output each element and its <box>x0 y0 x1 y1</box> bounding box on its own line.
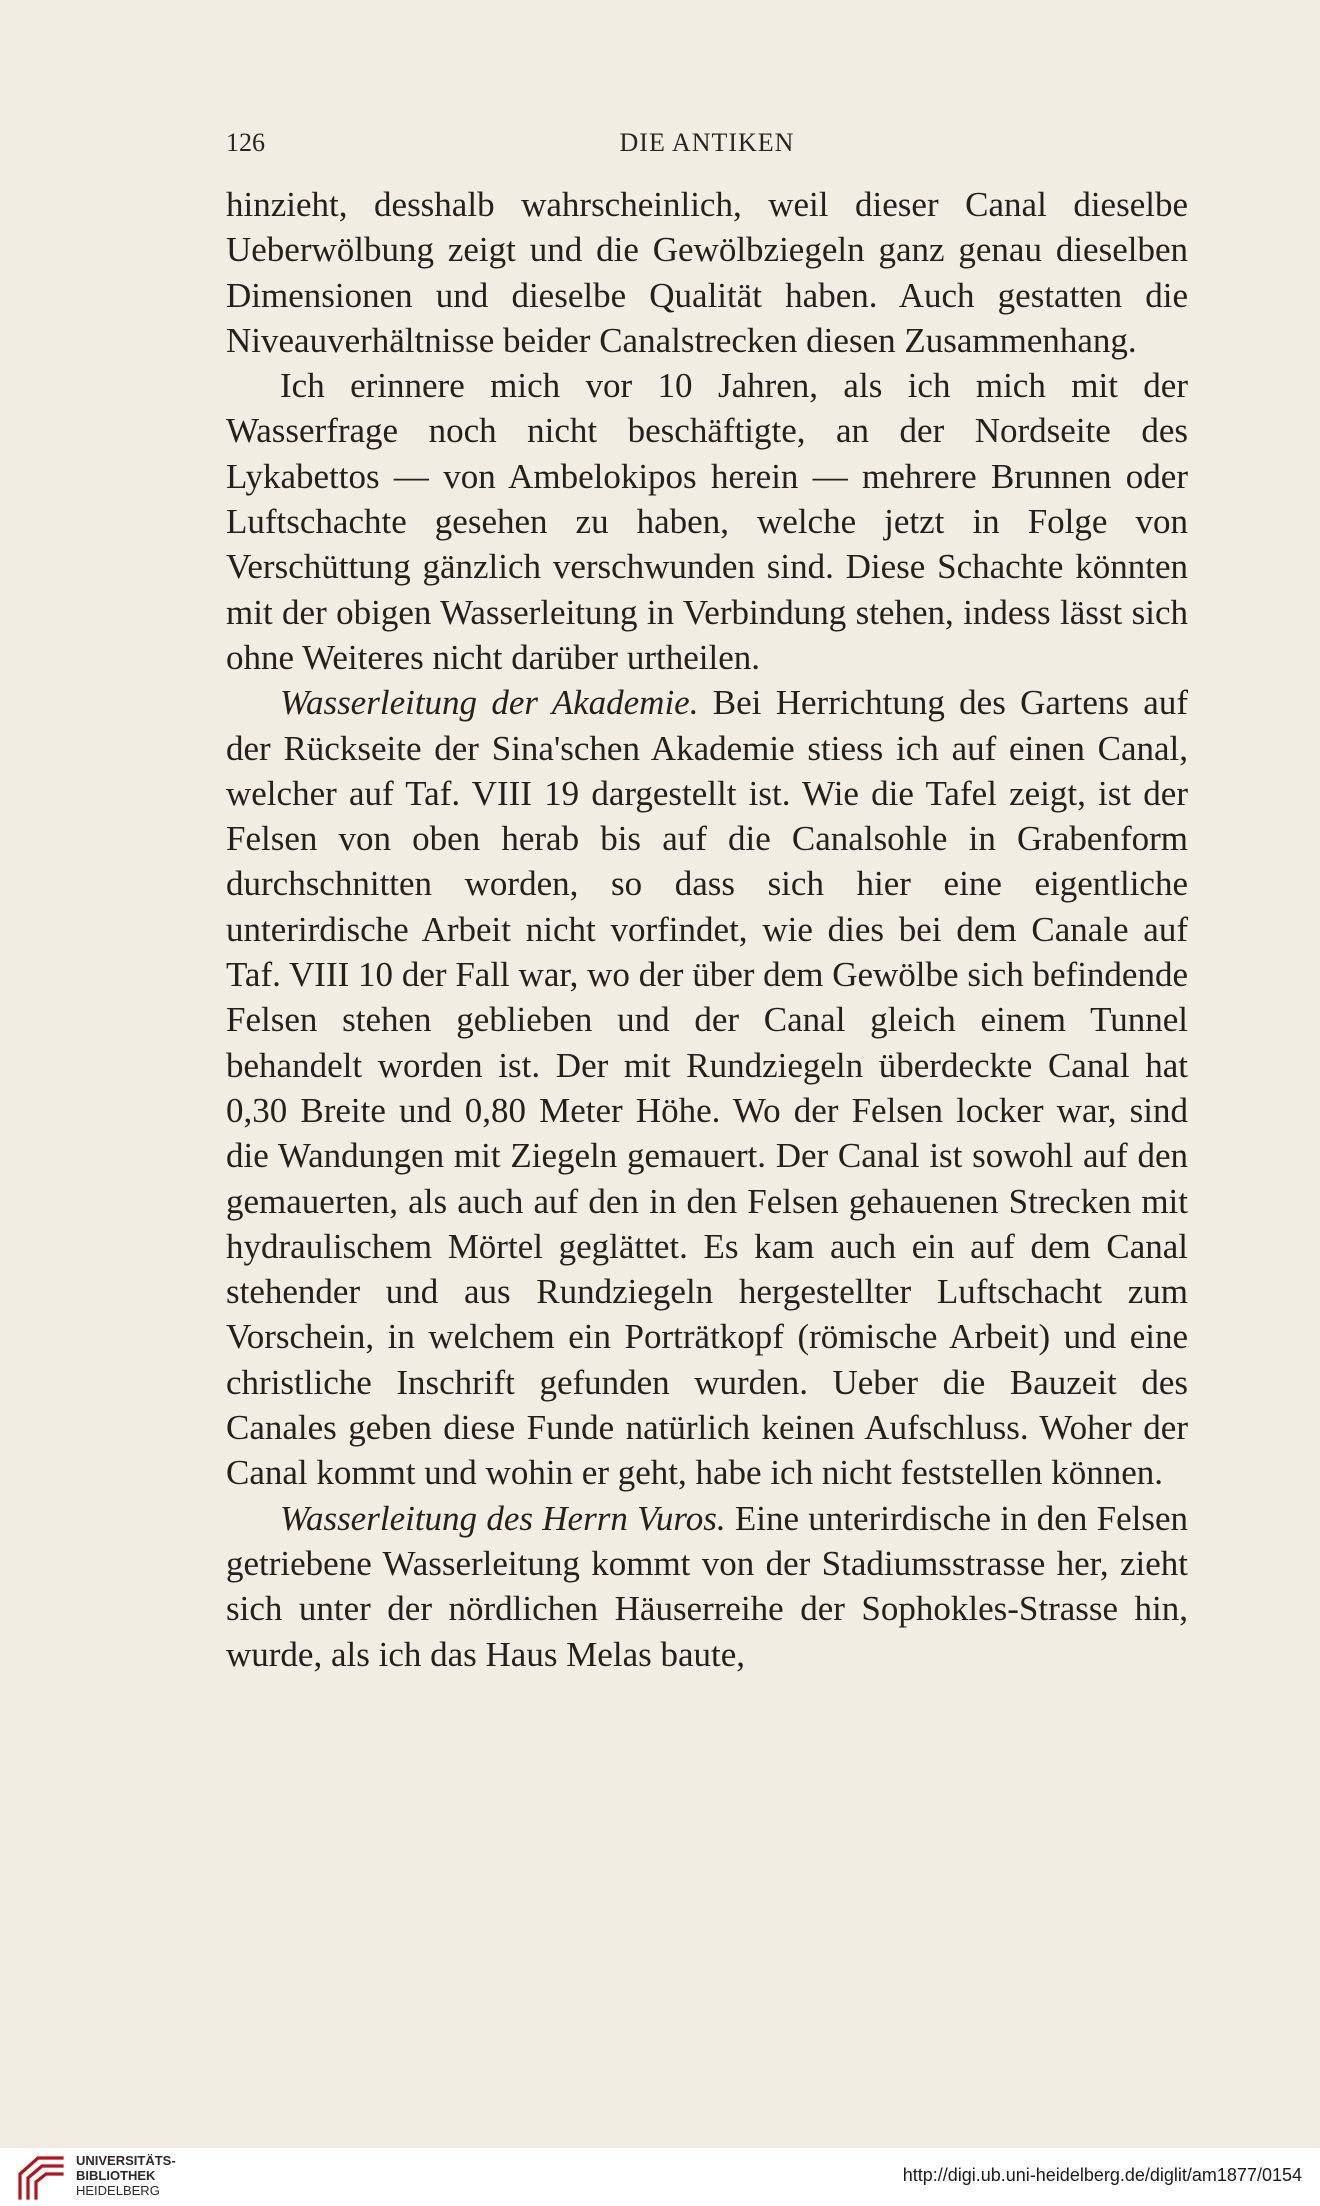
paragraph <box>226 680 1188 1495</box>
paragraph <box>226 363 1188 680</box>
library-name-line: BIBLIOTHEK <box>76 2168 156 2183</box>
source-url-link[interactable]: http://digi.ub.uni-heidelberg.de/diglit/am1877/0154 <box>902 2165 1302 2185</box>
body-text <box>226 182 1188 1677</box>
paragraph <box>226 182 1188 363</box>
paragraph-text: Bei Herrichtung des Gartens auf der Rückseite der Sina'schen Akademie stiess ich auf einen Canal, welcher auf Taf. VIII 19 dargestellt ist. Wie die Tafel zeigt, ist der Felsen von oben herab bis auf die Canalsohle in Grabenform durchschnitten worden, so dass sich hier eine eigentliche unterirdische Arbeit nicht vorfindet, wie dies bei dem Canale auf Taf. VIII 10 der Fall war, wo der über dem Gewölbe sich befindende Felsen stehen geblieben und der Canal gleich einem Tunnel behandelt worden ist. Der mit Rundziegeln überdeckte Canal hat 0,30 Breite und 0,80 Meter Höhe. Wo der Felsen locker war, sind die Wandungen mit Ziegeln gemauert. Der Canal ist sowohl auf den gemauerten, als auch auf den in den Felsen gehauenen Strecken mit hydraulischem Mörtel geglättet. Es kam auch ein auf dem Canal stehender und aus Rundziegeln hergestellter Luftschacht zum Vorschein, in welchem ein Porträtkopf (römische Arbeit) und eine christliche Inschrift gefunden wurden. Ueber die Bauzeit des Canales geben diese Funde natürlich keinen Aufschluss. Woher der Canal kommt und wohin er geht, habe ich nicht feststellen können. <box>226 683 1188 1493</box>
page-header <box>226 128 1188 168</box>
paragraph <box>226 1496 1188 1677</box>
paragraph-text: Ich erinnere mich vor 10 Jahren, als ich mich mit der Wasserfrage noch nicht beschäftigte, an der Nordseite des Lykabettos — von Ambelokipos herein — mehrere Brunnen oder Luftschachte gesehen zu haben, welche jetzt in Folge von Verschüttung gänzlich verschwunden sind. Diese Schachte könnten mit der obigen Wasserleitung in Verbindung stehen, indess lässt sich ohne Weiteres nicht darüber urtheilen. <box>226 366 1188 677</box>
library-name <box>76 2153 176 2198</box>
page-number: 126 <box>226 128 265 157</box>
paragraph-text: Eine unterirdische in den Felsen getriebene Wasserleitung kommt von der Stadiumsstrasse her, zieht sich unter der nördlichen Häuserreihe der Sophokles-Strasse hin, wurde, als ich das Haus Melas baute, <box>226 1498 1189 1674</box>
running-title: DIE ANTIKEN <box>619 128 795 157</box>
university-library-logo-icon[interactable] <box>12 2152 68 2202</box>
library-name-line: HEIDELBERG <box>76 2183 160 2198</box>
paragraph-heading: Wasserleitung des Herrn Vuros. <box>280 1498 726 1538</box>
paragraph-text: hinzieht, desshalb wahrscheinlich, weil dieser Canal dieselbe Ueberwölbung zeigt und die Gewölbziegeln ganz genau dieselben Dimensionen und dieselbe Qualität haben. Auch gestatten die Niveauverhältnisse beider Canalstrecken diesen Zusammenhang. <box>226 185 1188 360</box>
library-name-line: UNIVERSITÄTS- <box>76 2153 176 2168</box>
paragraph-heading: Wasserleitung der Akademie. <box>280 683 699 723</box>
